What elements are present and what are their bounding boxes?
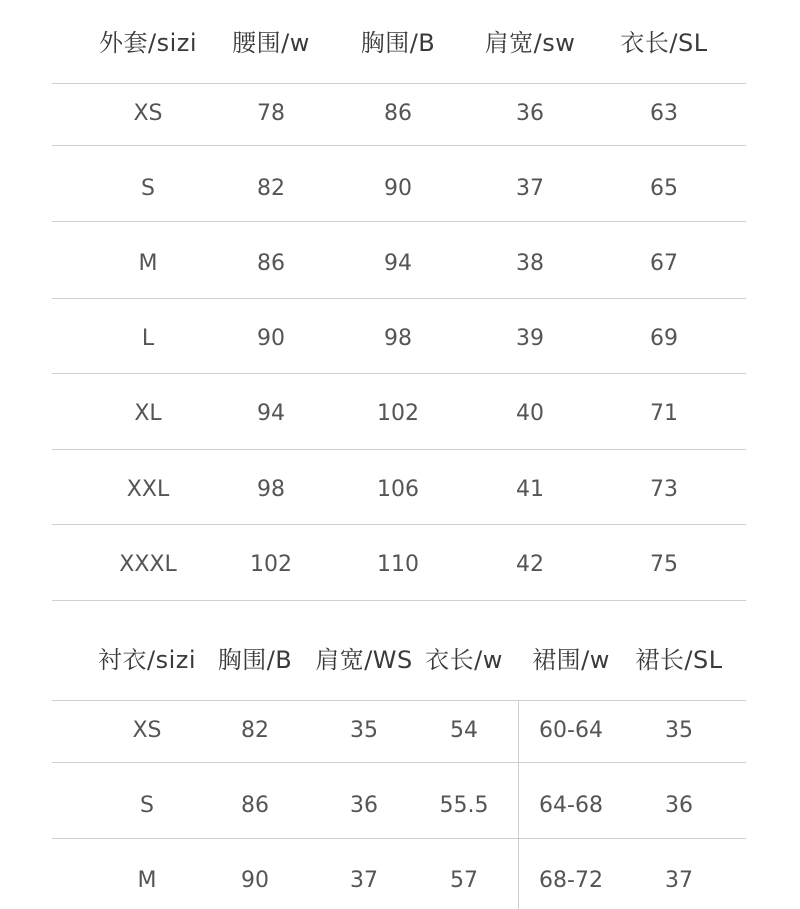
measurement-cell: 69 xyxy=(650,326,678,351)
measurement-cell: 36 xyxy=(665,793,693,818)
row-divider xyxy=(52,762,746,763)
column-header: 肩宽/sw xyxy=(484,29,576,57)
measurement-cell: 82 xyxy=(257,176,285,201)
measurement-cell: 37 xyxy=(350,868,378,893)
row-divider xyxy=(52,83,746,84)
column-header: 裙围/w xyxy=(532,646,610,674)
measurement-cell: 106 xyxy=(377,477,419,502)
column-header: 外套/sizi xyxy=(98,29,198,57)
measurement-cell: 68-72 xyxy=(539,868,603,893)
measurement-cell: 110 xyxy=(377,552,419,577)
row-divider xyxy=(52,145,746,146)
row-divider xyxy=(52,373,746,374)
row-divider xyxy=(52,600,746,601)
measurement-cell: 60-64 xyxy=(539,718,603,743)
measurement-cell: 55.5 xyxy=(439,793,489,818)
measurement-cell: 63 xyxy=(650,101,678,126)
size-label-cell: S xyxy=(141,176,155,201)
row-divider xyxy=(52,449,746,450)
measurement-cell: 86 xyxy=(241,793,269,818)
measurement-cell: 36 xyxy=(350,793,378,818)
measurement-cell: 37 xyxy=(516,176,544,201)
column-header: 衬衣/sizi xyxy=(97,646,197,674)
measurement-cell: 57 xyxy=(450,868,478,893)
measurement-cell: 98 xyxy=(384,326,412,351)
size-label-cell: XXXL xyxy=(119,552,177,577)
measurement-cell: 39 xyxy=(516,326,544,351)
row-divider xyxy=(52,221,746,222)
measurement-cell: 41 xyxy=(516,477,544,502)
measurement-cell: 94 xyxy=(384,251,412,276)
measurement-cell: 73 xyxy=(650,477,678,502)
measurement-cell: 65 xyxy=(650,176,678,201)
column-header: 裙长/SL xyxy=(635,646,723,674)
column-divider xyxy=(518,700,519,909)
measurement-cell: 90 xyxy=(241,868,269,893)
row-divider xyxy=(52,524,746,525)
size-label-cell: XXL xyxy=(126,477,170,502)
column-header: 衣长/w xyxy=(425,646,503,674)
measurement-cell: 98 xyxy=(257,477,285,502)
row-divider xyxy=(52,700,746,701)
size-label-cell: XL xyxy=(134,401,162,426)
measurement-cell: 35 xyxy=(665,718,693,743)
row-divider xyxy=(52,838,746,839)
measurement-cell: 90 xyxy=(257,326,285,351)
measurement-cell: 42 xyxy=(516,552,544,577)
measurement-cell: 86 xyxy=(384,101,412,126)
size-label-cell: M xyxy=(137,868,157,893)
size-label-cell: XS xyxy=(132,718,162,743)
measurement-cell: 78 xyxy=(257,101,285,126)
measurement-cell: 86 xyxy=(257,251,285,276)
column-header: 胸围/B xyxy=(217,646,293,674)
column-header: 肩宽/WS xyxy=(315,646,413,674)
measurement-cell: 40 xyxy=(516,401,544,426)
column-header: 胸围/B xyxy=(360,29,436,57)
measurement-cell: 35 xyxy=(350,718,378,743)
measurement-cell: 64-68 xyxy=(539,793,603,818)
measurement-cell: 54 xyxy=(450,718,478,743)
measurement-cell: 67 xyxy=(650,251,678,276)
measurement-cell: 75 xyxy=(650,552,678,577)
measurement-cell: 102 xyxy=(377,401,419,426)
measurement-cell: 102 xyxy=(250,552,292,577)
measurement-cell: 71 xyxy=(650,401,678,426)
measurement-cell: 38 xyxy=(516,251,544,276)
column-header: 衣长/SL xyxy=(620,29,708,57)
column-header: 腰围/w xyxy=(232,29,310,57)
measurement-cell: 37 xyxy=(665,868,693,893)
measurement-cell: 94 xyxy=(257,401,285,426)
row-divider xyxy=(52,298,746,299)
measurement-cell: 82 xyxy=(241,718,269,743)
size-label-cell: XS xyxy=(133,101,163,126)
measurement-cell: 90 xyxy=(384,176,412,201)
size-label-cell: S xyxy=(140,793,154,818)
size-label-cell: M xyxy=(138,251,158,276)
size-label-cell: L xyxy=(141,326,155,351)
measurement-cell: 36 xyxy=(516,101,544,126)
